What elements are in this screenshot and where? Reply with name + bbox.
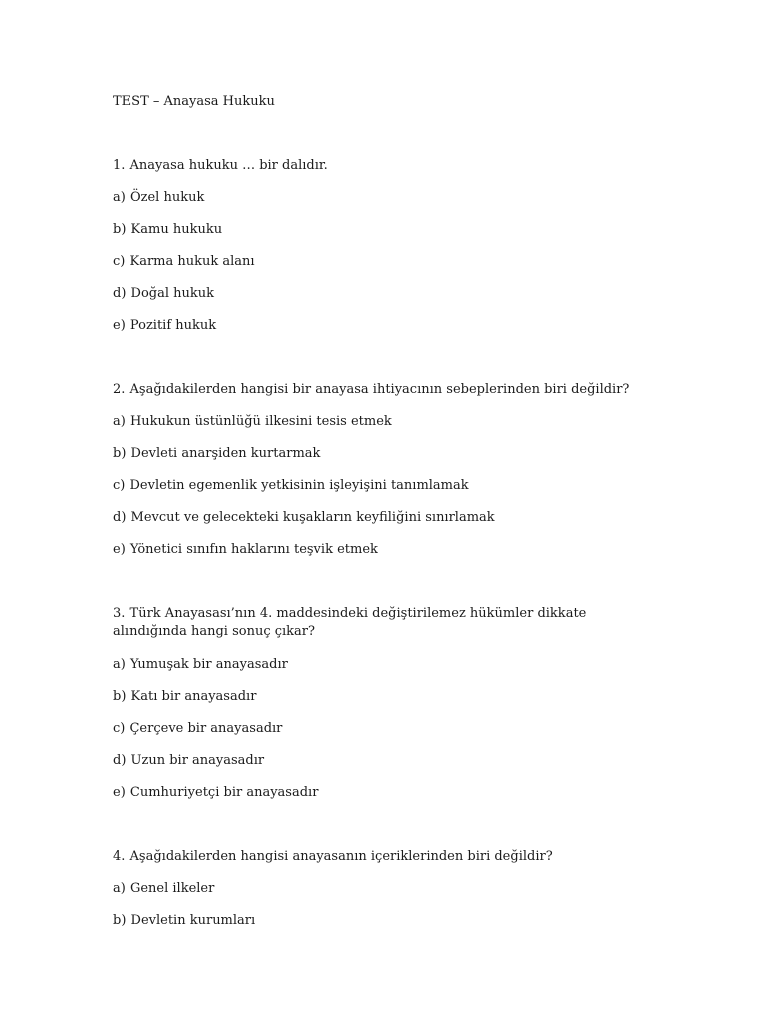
question-2-option-c: c) Devletin egemenlik yetkisinin işleyişini tanımlamak (113, 478, 469, 493)
question-1-option-e: e) Pozitif hukuk (113, 318, 217, 333)
question-1-text: 1. Anayasa hukuku … bir dalıdır. (113, 158, 328, 173)
question-1-option-c: c) Karma hukuk alanı (113, 254, 255, 269)
question-1-option-d: d) Doğal hukuk (113, 286, 215, 301)
question-4-text: 4. Aşağıdakilerden hangisi anayasanın içeriklerinden biri değildir? (113, 849, 553, 864)
question-3-option-c: c) Çerçeve bir anayasadır (113, 721, 283, 736)
question-3-text: 3. Türk Anayasası’nın 4. maddesindeki değiştirilemez hükümler dikkate alındığında hangi sonuç çıkar? (113, 606, 587, 639)
question-2-option-a: a) Hukukun üstünlüğü ilkesini tesis etmek (113, 414, 392, 429)
question-1-option-a: a) Özel hukuk (113, 190, 205, 205)
question-2-text: 2. Aşağıdakilerden hangisi bir anayasa ihtiyacının sebeplerinden biri değildir? (113, 382, 630, 397)
question-2-option-d: d) Mevcut ve gelecekteki kuşakların keyfiliğini sınırlamak (113, 510, 495, 525)
question-3-option-b: b) Katı bir anayasadır (113, 689, 257, 704)
document-title: TEST – Anayasa Hukuku (113, 94, 275, 109)
question-3-option-a: a) Yumuşak bir anayasadır (113, 657, 288, 672)
question-2-option-e: e) Yönetici sınıfın haklarını teşvik etmek (113, 542, 378, 557)
question-3-option-d: d) Uzun bir anayasadır (113, 753, 265, 768)
question-4-option-b: b) Devletin kurumları (113, 913, 256, 928)
question-3-option-e: e) Cumhuriyetçi bir anayasadır (113, 785, 319, 800)
question-1-option-b: b) Kamu hukuku (113, 222, 223, 237)
question-2-option-b: b) Devleti anarşiden kurtarmak (113, 446, 321, 461)
question-4-option-a: a) Genel ilkeler (113, 881, 215, 896)
